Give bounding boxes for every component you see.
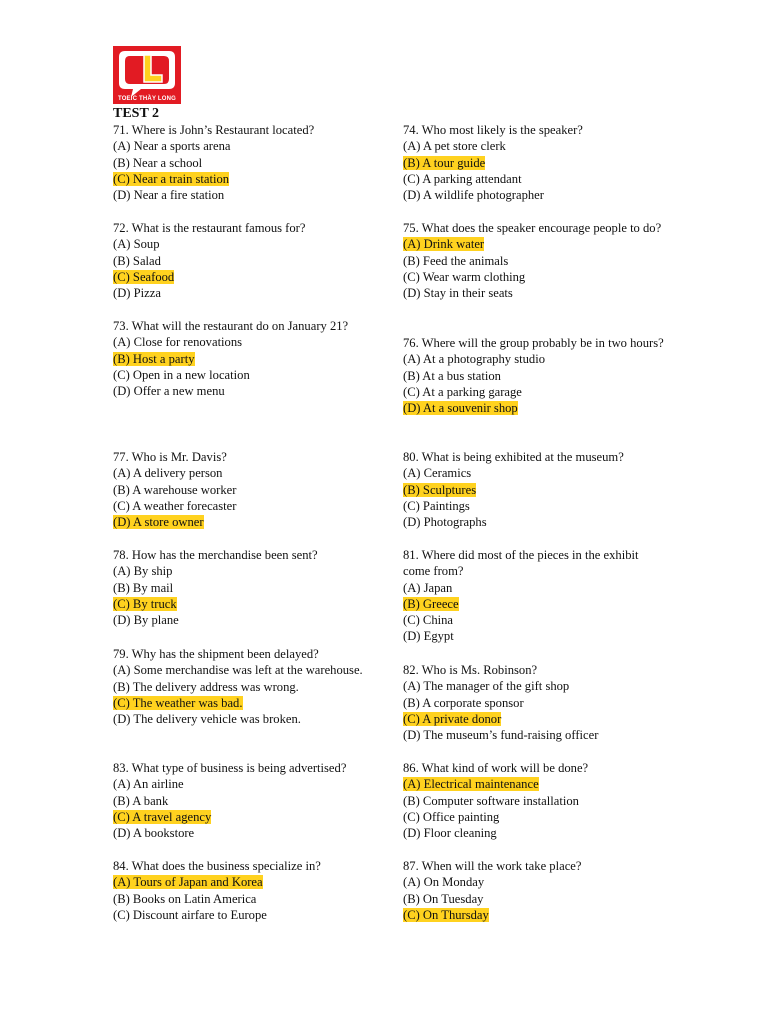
option-a: [403, 236, 668, 252]
answer-highlight: (C) A private donor: [403, 711, 502, 726]
option-b: [113, 482, 393, 498]
option-c: [403, 269, 668, 285]
question-text: 84. What does the business specialize in?: [113, 859, 321, 873]
test-title: TEST 2: [113, 106, 160, 121]
option-b: [113, 155, 393, 171]
option-text: (D) Pizza: [113, 286, 161, 301]
option-text: (A) A delivery person: [113, 466, 223, 481]
option-d: [403, 285, 668, 301]
option-a: [403, 776, 668, 792]
option-c: [113, 269, 393, 285]
option-c: [113, 596, 393, 612]
option-c: [113, 367, 393, 383]
question-text: 76. Where will the group probably be in two hours?: [403, 336, 664, 350]
option-a: [113, 776, 393, 792]
option-text: (D) Near a fire station: [113, 188, 225, 203]
option-text: (C) Office painting: [403, 809, 500, 824]
option-text: (D) Floor cleaning: [403, 826, 497, 841]
question-82: [403, 662, 668, 743]
option-text: (D) By plane: [113, 613, 179, 628]
logo-text: TOEIC THẦY LONG: [117, 96, 177, 102]
option-d: [113, 612, 393, 628]
option-text: (B) The delivery address was wrong.: [113, 679, 299, 694]
question-86: [403, 760, 668, 841]
question-text: 79. Why has the shipment been delayed?: [113, 647, 319, 661]
option-b: [403, 482, 668, 498]
option-c: [403, 384, 668, 400]
option-a: [113, 236, 393, 252]
option-a: [403, 874, 668, 890]
option-text: (A) Some merchandise was left at the warehouse.: [113, 663, 363, 678]
option-text: (C) At a parking garage: [403, 384, 522, 399]
option-b: [113, 253, 393, 269]
question-text: 75. What does the speaker encourage people to do?: [403, 221, 662, 235]
question-79: [113, 646, 393, 727]
option-text: (A) Japan: [403, 580, 453, 595]
question-74: [403, 122, 668, 203]
option-d: [113, 514, 393, 530]
option-b: [403, 695, 668, 711]
option-b: [403, 891, 668, 907]
question-text: 87. When will the work take place?: [403, 859, 582, 873]
option-text: (D) Egypt: [403, 629, 454, 644]
option-d: [403, 628, 668, 644]
answer-highlight: (B) A tour guide: [403, 155, 486, 170]
option-text: (A) By ship: [113, 564, 173, 579]
answer-highlight: (D) A store owner: [113, 515, 204, 530]
option-text: (B) By mail: [113, 580, 174, 595]
option-text: (D) The museum’s fund-raising officer: [403, 728, 599, 743]
option-text: (C) China: [403, 613, 454, 628]
option-c: [113, 809, 393, 825]
option-d: [113, 825, 393, 841]
question-text: 71. Where is John’s Restaurant located?: [113, 123, 315, 137]
option-b: [113, 793, 393, 809]
option-text: (B) Near a school: [113, 155, 203, 170]
answer-highlight: (C) By truck: [113, 596, 177, 611]
option-b: [403, 253, 668, 269]
option-b: [113, 891, 393, 907]
option-b: [403, 155, 668, 171]
option-a: [403, 678, 668, 694]
question-77: [113, 449, 393, 530]
logo: [113, 46, 181, 104]
option-text: (C) A weather forecaster: [113, 498, 237, 513]
option-a: [113, 563, 393, 579]
question-text: 83. What type of business is being advertised?: [113, 761, 347, 775]
option-text: (D) Photographs: [403, 515, 487, 530]
option-text: (D) A wildlife photographer: [403, 188, 544, 203]
answer-highlight: (C) The weather was bad.: [113, 695, 243, 710]
answer-highlight: (A) Tours of Japan and Korea: [113, 875, 263, 890]
option-text: (D) Stay in their seats: [403, 286, 513, 301]
option-b: [403, 368, 668, 384]
option-d: [403, 514, 668, 530]
option-c: [403, 612, 668, 628]
option-b: [113, 679, 393, 695]
option-b: [403, 596, 668, 612]
option-a: [113, 465, 393, 481]
option-d: [113, 187, 393, 203]
question-72: [113, 220, 393, 301]
question-text: 74. Who most likely is the speaker?: [403, 123, 583, 137]
question-text: 78. How has the merchandise been sent?: [113, 548, 318, 562]
question-75: [403, 220, 668, 301]
question-78: [113, 547, 393, 628]
option-text: (C) A parking attendant: [403, 171, 522, 186]
option-text: (C) Discount airfare to Europe: [113, 907, 267, 922]
answer-highlight: (C) Seafood: [113, 269, 175, 284]
question-73: [113, 318, 393, 399]
question-76: [403, 335, 668, 416]
option-a: [403, 351, 668, 367]
option-b: [113, 351, 393, 367]
option-c: [403, 711, 668, 727]
question-83: [113, 760, 393, 841]
option-text: (C) Open in a new location: [113, 367, 250, 382]
option-text: (A) At a photography studio: [403, 352, 546, 367]
option-d: [113, 383, 393, 399]
option-a: [113, 334, 393, 350]
question-text: 86. What kind of work will be done?: [403, 761, 589, 775]
question-text: 81. Where did most of the pieces in the exhibit come from?: [403, 548, 639, 579]
option-text: (A) The manager of the gift shop: [403, 679, 570, 694]
option-c: [113, 171, 393, 187]
option-c: [113, 498, 393, 514]
answer-highlight: (D) At a souvenir shop: [403, 401, 518, 416]
option-a: [403, 138, 668, 154]
option-d: [113, 285, 393, 301]
question-text: 82. Who is Ms. Robinson?: [403, 663, 538, 677]
option-text: (A) On Monday: [403, 875, 485, 890]
option-b: [403, 793, 668, 809]
option-d: [403, 400, 668, 416]
answer-highlight: (B) Sculptures: [403, 482, 477, 497]
question-81: [403, 547, 668, 645]
answer-highlight: (B) Greece: [403, 596, 459, 611]
option-d: [403, 187, 668, 203]
option-text: (A) Near a sports arena: [113, 139, 231, 154]
option-a: [113, 138, 393, 154]
option-c: [113, 695, 393, 711]
option-a: [113, 662, 393, 678]
question-text: 73. What will the restaurant do on January 21?: [113, 319, 349, 333]
question-text: 77. Who is Mr. Davis?: [113, 450, 227, 464]
option-text: (A) An airline: [113, 777, 184, 792]
option-text: (A) Ceramics: [403, 466, 472, 481]
option-c: [403, 498, 668, 514]
option-a: [403, 465, 668, 481]
question-80: [403, 449, 668, 530]
option-text: (B) At a bus station: [403, 368, 501, 383]
option-text: (B) Computer software installation: [403, 793, 579, 808]
answer-highlight: (A) Drink water: [403, 237, 485, 252]
option-text: (B) On Tuesday: [403, 891, 484, 906]
option-text: (B) Salad: [113, 253, 161, 268]
answer-highlight: (C) A travel agency: [113, 809, 212, 824]
question-text: 72. What is the restaurant famous for?: [113, 221, 306, 235]
option-text: (A) Soup: [113, 237, 160, 252]
answer-highlight: (B) Host a party: [113, 351, 195, 366]
option-text: (B) A corporate sponsor: [403, 695, 524, 710]
option-c: [403, 171, 668, 187]
option-text: (D) Offer a new menu: [113, 384, 225, 399]
option-text: (C) Wear warm clothing: [403, 269, 526, 284]
option-text: (B) A bank: [113, 793, 169, 808]
question-text: 80. What is being exhibited at the museum?: [403, 450, 624, 464]
option-text: (B) Feed the animals: [403, 253, 509, 268]
option-text: (B) A warehouse worker: [113, 482, 237, 497]
question-84: [113, 858, 393, 923]
option-text: (D) The delivery vehicle was broken.: [113, 712, 301, 727]
answer-highlight: (C) On Thursday: [403, 907, 489, 922]
option-text: (A) A pet store clerk: [403, 139, 506, 154]
option-a: [403, 580, 668, 596]
answer-highlight: (A) Electrical maintenance: [403, 777, 539, 792]
option-b: [113, 580, 393, 596]
option-d: [403, 727, 668, 743]
option-c: [113, 907, 393, 923]
option-text: (B) Books on Latin America: [113, 891, 257, 906]
answer-highlight: (C) Near a train station: [113, 171, 230, 186]
option-text: (D) A bookstore: [113, 826, 195, 841]
option-text: (C) Paintings: [403, 498, 470, 513]
option-d: [403, 825, 668, 841]
option-a: [113, 874, 393, 890]
option-text: (A) Close for renovations: [113, 335, 243, 350]
question-71: [113, 122, 393, 203]
option-c: [403, 907, 668, 923]
question-87: [403, 858, 668, 923]
option-d: [113, 711, 393, 727]
option-c: [403, 809, 668, 825]
